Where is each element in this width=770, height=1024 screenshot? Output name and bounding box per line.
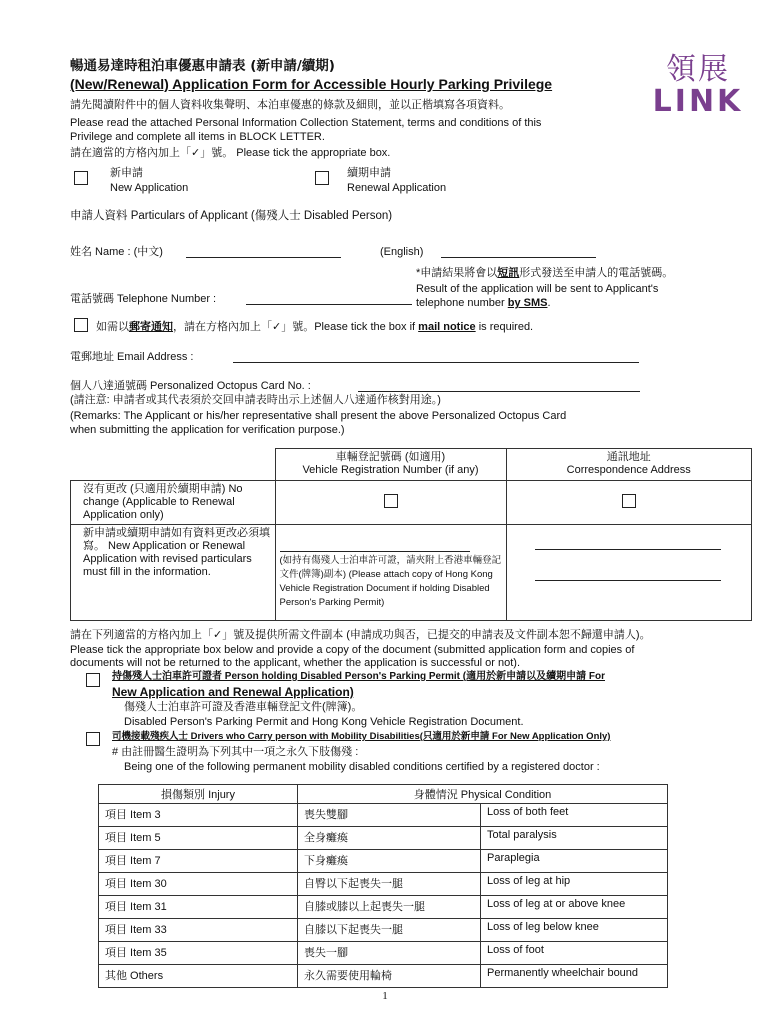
condition-header: 身體情況 Physical Condition [298,785,668,804]
table-row [99,850,668,873]
condition-en-cell: Loss of both feet [481,804,668,827]
octopus-field[interactable] [358,381,640,392]
vehicle-reg-header: 車輛登記號碼 (如適用) Vehicle Registration Number (if any) [275,449,506,481]
address-field-line1[interactable] [535,539,721,550]
no-change-row-label: 沒有更改 (只適用於續期申請) No change (Applicable to Renewal Application only) [71,481,276,525]
new-application-label-zh: 新申請 [110,167,143,179]
injury-table [98,784,668,988]
condition-zh-cell: 自膝或膝以上起喪失一腿 [298,896,481,919]
intro-line-zh: 請先閱讀附件中的個人資料收集聲明、本泊車優惠的條款及細則，並以正楷填寫各項資料。 [70,99,510,111]
mail-notice-checkbox[interactable] [74,318,88,332]
name-chinese-label: 姓名 Name : (中文) [70,246,163,258]
condition-zh-cell: 全身癱瘓 [298,827,481,850]
driver-carrier-title: 司機接載殘疾人士 Drivers who Carry person with Mobility Disabilities(只適用於新申請 For New Application Only) [112,731,611,742]
sms-note-en1: Result of the application will be sent to Applicant's [416,283,659,295]
revised-row-label: 新申請或續期申請如有資料更改必須填寫。 New Application or Renewal Application with revised particulars must fill in the information. [71,525,276,621]
condition-zh-cell: 喪失雙腳 [298,804,481,827]
name-english-field[interactable] [441,247,596,258]
vehicle-reg-field[interactable] [280,541,470,552]
permit-holder-title2: New Application and Renewal Application) [112,685,354,699]
name-chinese-field[interactable] [186,247,341,258]
injury-item-cell: 項目 Item 30 [99,873,298,896]
documents-instruction-en2: documents will not be returned to the applicant, whether the application is successful or not). [70,657,521,669]
renewal-application-checkbox[interactable] [315,171,329,185]
injury-item-cell: 項目 Item 35 [99,942,298,965]
telephone-label: 電話號碼 Telephone Number : [70,293,217,305]
address-header: 通訊地址 Correspondence Address [506,449,752,481]
new-application-label-en: New Application [110,182,189,194]
documents-instruction-zh: 請在下列適當的方格內加上「✓」號及提供所需文件副本 (申請成功與否，已提交的申請表及文件副本恕不歸還申請人)。 [70,629,651,641]
no-change-address-checkbox[interactable] [622,494,636,508]
driver-carrier-note-en: Being one of the following permanent mobility disabled conditions certified by a registered doctor : [124,761,600,773]
logo-zh: 領展 [666,52,730,87]
address-field-line2[interactable] [535,570,721,581]
octopus-remark-zh: (請注意: 申請者或其代表須於交回申請表時出示上述個人八達通作核對用途。) [70,394,441,406]
injury-header: 損傷類別 Injury [99,785,298,804]
telephone-field[interactable] [246,294,412,305]
table-row [99,873,668,896]
documents-instruction-en1: Please tick the appropriate box below and provide a copy of the document (submitted application form and copies of [70,644,635,656]
condition-zh-cell: 下身癱瘓 [298,850,481,873]
vehicle-address-table [70,448,752,621]
intro-line-en1: Please read the attached Personal Information Collection Statement, terms and conditions of this [70,117,542,129]
condition-en-cell: Total paralysis [481,827,668,850]
table-row [99,942,668,965]
condition-en-cell: Loss of foot [481,942,668,965]
email-field[interactable] [233,352,639,363]
form-title-en: (New/Renewal) Application Form for Accessible Hourly Parking Privilege [70,76,553,92]
octopus-remark-en1: (Remarks: The Applicant or his/her representative shall present the above Personalized Octopus Card [70,410,567,422]
injury-item-cell: 項目 Item 33 [99,919,298,942]
permit-holder-doc-zh: 傷殘人士泊車許可證及香港車輛登記文件(牌簿)。 [124,701,363,713]
sms-note-en2: telephone number by SMS. [416,297,551,309]
mail-notice-label: 如需以郵寄通知，請在方格內加上「✓」號。Please tick the box if mail notice is required. [96,321,534,333]
octopus-label: 個人八達通號碼 Personalized Octopus Card No. : [70,380,311,392]
particulars-heading: 申請人資料 Particulars of Applicant (傷殘人士 Disabled Person) [70,210,393,222]
condition-en-cell: Loss of leg at hip [481,873,668,896]
condition-en-cell: Loss of leg below knee [481,919,668,942]
permit-holder-checkbox[interactable] [86,673,100,687]
injury-item-cell: 項目 Item 5 [99,827,298,850]
permit-holder-doc-en: Disabled Person's Parking Permit and Hong Kong Vehicle Registration Document. [124,716,524,728]
tick-instruction: 請在適當的方格內加上「✓」號。 Please tick the appropriate box. [70,147,391,159]
condition-en-cell: Loss of leg at or above knee [481,896,668,919]
table-row [99,804,668,827]
condition-zh-cell: 喪失一腳 [298,942,481,965]
vehicle-doc-note: (如持有傷殘人士泊車許可證，請夾附上香港車輛登記文件(牌簿)副本) (Please attach copy of Hong Kong Vehicle Registration Document if holding Disabled Person's Parking Permit) [279,555,502,608]
condition-en-cell: Paraplegia [481,850,668,873]
page-number: 1 [382,990,388,1002]
condition-zh-cell: 自臀以下起喪失一腿 [298,873,481,896]
table-row [99,827,668,850]
link-logo [648,54,748,120]
no-change-vehicle-checkbox[interactable] [384,494,398,508]
injury-item-cell: 項目 Item 31 [99,896,298,919]
renewal-application-label-zh: 續期申請 [347,167,391,179]
renewal-application-label-en: Renewal Application [347,182,447,194]
condition-zh-cell: 永久需要使用輪椅 [298,965,481,988]
name-english-label: (English) [380,246,424,258]
new-application-checkbox[interactable] [74,171,88,185]
table-row [99,919,668,942]
injury-item-cell: 項目 Item 7 [99,850,298,873]
table-row [99,896,668,919]
condition-zh-cell: 自膝以下起喪失一腿 [298,919,481,942]
permit-holder-title: 持傷殘人士泊車許可證者 Person holding Disabled Person's Parking Permit (適用於新申請以及續期申請 For [112,671,605,682]
condition-en-cell: Permanently wheelchair bound [481,965,668,988]
table-row [99,965,668,988]
table-corner [71,449,276,481]
email-label: 電郵地址 Email Address : [70,351,194,363]
injury-item-cell: 其他 Others [99,965,298,988]
logo-en: LINK [652,84,744,119]
form-title-zh: 暢通易達時租泊車優惠申請表 (新申請/續期) [70,58,335,74]
driver-carrier-note-zh: # 由註冊醫生證明為下列其中一項之永久下肢傷殘 : [112,746,359,758]
injury-item-cell: 項目 Item 3 [99,804,298,827]
intro-line-en2: Privilege and complete all items in BLOCK LETTER. [70,131,325,143]
octopus-remark-en2: when submitting the application for verification purpose.) [70,424,345,436]
sms-note-zh: *申請結果將會以短訊形式發送至申請人的電話號碼。 [416,267,674,279]
driver-carrier-checkbox[interactable] [86,732,100,746]
